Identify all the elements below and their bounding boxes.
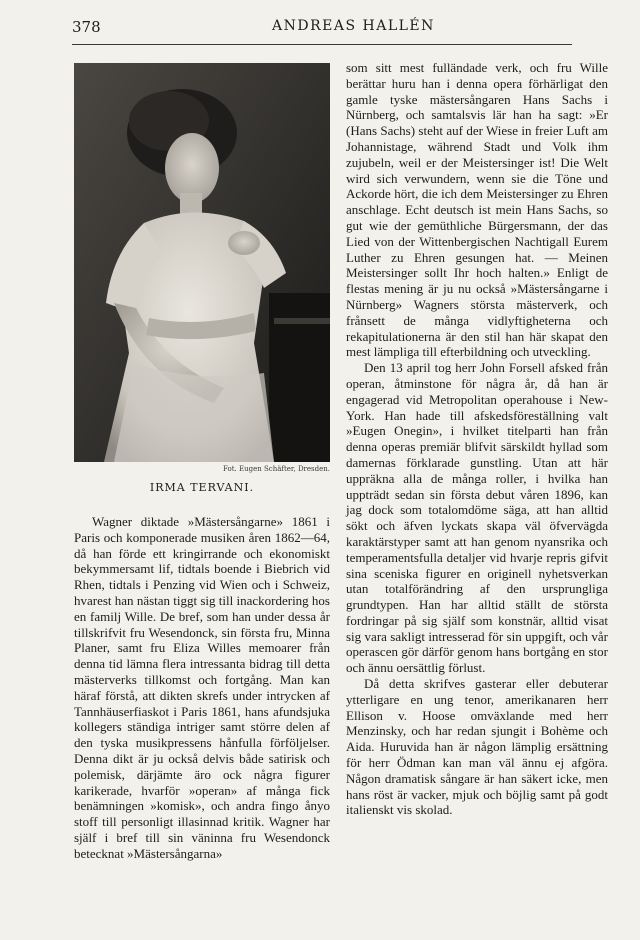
photo-credit: Fot. Eugen Schäfter, Dresden. — [223, 465, 330, 473]
running-title: ANDREAS HALLÉN — [272, 18, 435, 34]
figure-caption: IRMA TERVANI. — [149, 481, 255, 494]
body-paragraph: som sitt mest fulländade verk, och fru Wille berättar huru han i denna opera förhärligat den gamle tyske mästersångaren Hans Sachs i Nürnberg, och samtalsvis lär han ha sagt: »Er (Hans Sachs) steht auf der Wiese in freier Luft am Johannistage, während Stadt und Volk ihm zujubeln, weil er der Meistersinger ist! Die Welt wird sich verwundern, wenn sie die Töne und Ackorde hört, die ich dem Meistersinger zu Ehren anschlage. Echt deutsch ist mein Hans Sachs, so gut wie der gemüthliche Bürgersmann, der das Lied von der Wittenbergischen Nachtigall Eurem Luther zu Ehren gesungen hat. — Meinen Meistersinger sollt Ihr hoch halten.» Enligt de flestas mening är ju nu också »Mästersångarne i Nürnberg» Wagners största mästerverk, och frånsett de många vidlyftigheterna och rekapitulationerna är den stil han här skapat den mest lämpliga till efterbildning och utveckling. — [346, 60, 608, 360]
header-rule — [72, 44, 572, 45]
portrait-photograph — [74, 63, 330, 462]
left-column — [74, 514, 330, 862]
body-paragraph: Den 13 april tog herr John Forsell afsked från operan, åtminstone för några år, då han är engagerad vid Metropolitan operahouse i New-York. Han hade till afskedsföreställning valt »Eugen Onegin», i hvilket titelparti han från denna operas premiär blifvit särskildt hyllad som damernas förklarade gunstling. Utan att här uppräkna alla de många roller, i hvilka han uppträdt sedan sin första debut våren 1896, kan jag dock som totalomdöme säga, att han alltid sökt och äfven lyckats skapa väl öfvervägda karaktärstyper samt att han genom nyansrika och temperamentsfulla detaljer vid hvarje repris gifvit sina sceniska figurer en originell nyhetsverkan utan totalförändring af den ursprungliga grundtypen. Han har alltid ställt de största fordringar på sig själf som konstnär, alltid visat sig vara sakligt intresserad för sin uppgift, och vår operascen gör därför genom hans bortgång en stor och ännu oersättlig förlust. — [346, 360, 608, 676]
body-paragraph: Wagner diktade »Mästersångarne» 1861 i Paris och komponerade musiken åren 1862—64, då han förde ett kringirrande och ekonomiskt bekymmersamt lif, tidtals boende i Biebrich vid Rhen, tidtals i Penzing vid Wien och i Schweiz, hvarest han nästan tiggt sig till inackordering hos en familj Wille. De bref, som han under dessa år tillskrifvit fru Wesendonck, sin första fru, Minna Planer, samt fru Eliza Willes memoarer från denna tid lämna flera intressanta bidrag till detta mästerverks tillkomst och fortgång. Man kan häraf förstå, att dikten skrefs under intrycken af Tannhäuserfiaskot i Paris 1861, hans afundsjuka kollegers ständiga intriger samt större delen af den tyska musikpressens hånfulla förföljelser. Denna dikt är ju också delvis både satirisk och polemisk, därjämte äro ock några figurer karikerade, hvarför »operan» af många fick benämningen »komisk», och andra fingo ånyo stoff till personligt illasinnad kritik. Wagner har själf i bref till sin väninna fru Wesendonck betecknat »Mästersångarna» — [74, 514, 330, 861]
body-paragraph: Då detta skrifves gasterar eller debuterar ytterligare en ung tenor, amerikanaren herr Ellison v. Hoose omväxlande med herr Menzinsky, och har redan sjungit i Bohème och Aida. Huruvida han är någon lämplig ersättning för herr Ödman kan man väl ännu ej afgöra. Någon dramatisk sångare är han säkert icke, men hans röst är vacker, mjuk och böjlig samt på godt italienskt vis skolad. — [346, 676, 608, 818]
page-number: 378 — [72, 18, 101, 36]
page-header — [72, 18, 572, 44]
right-column — [346, 60, 608, 818]
